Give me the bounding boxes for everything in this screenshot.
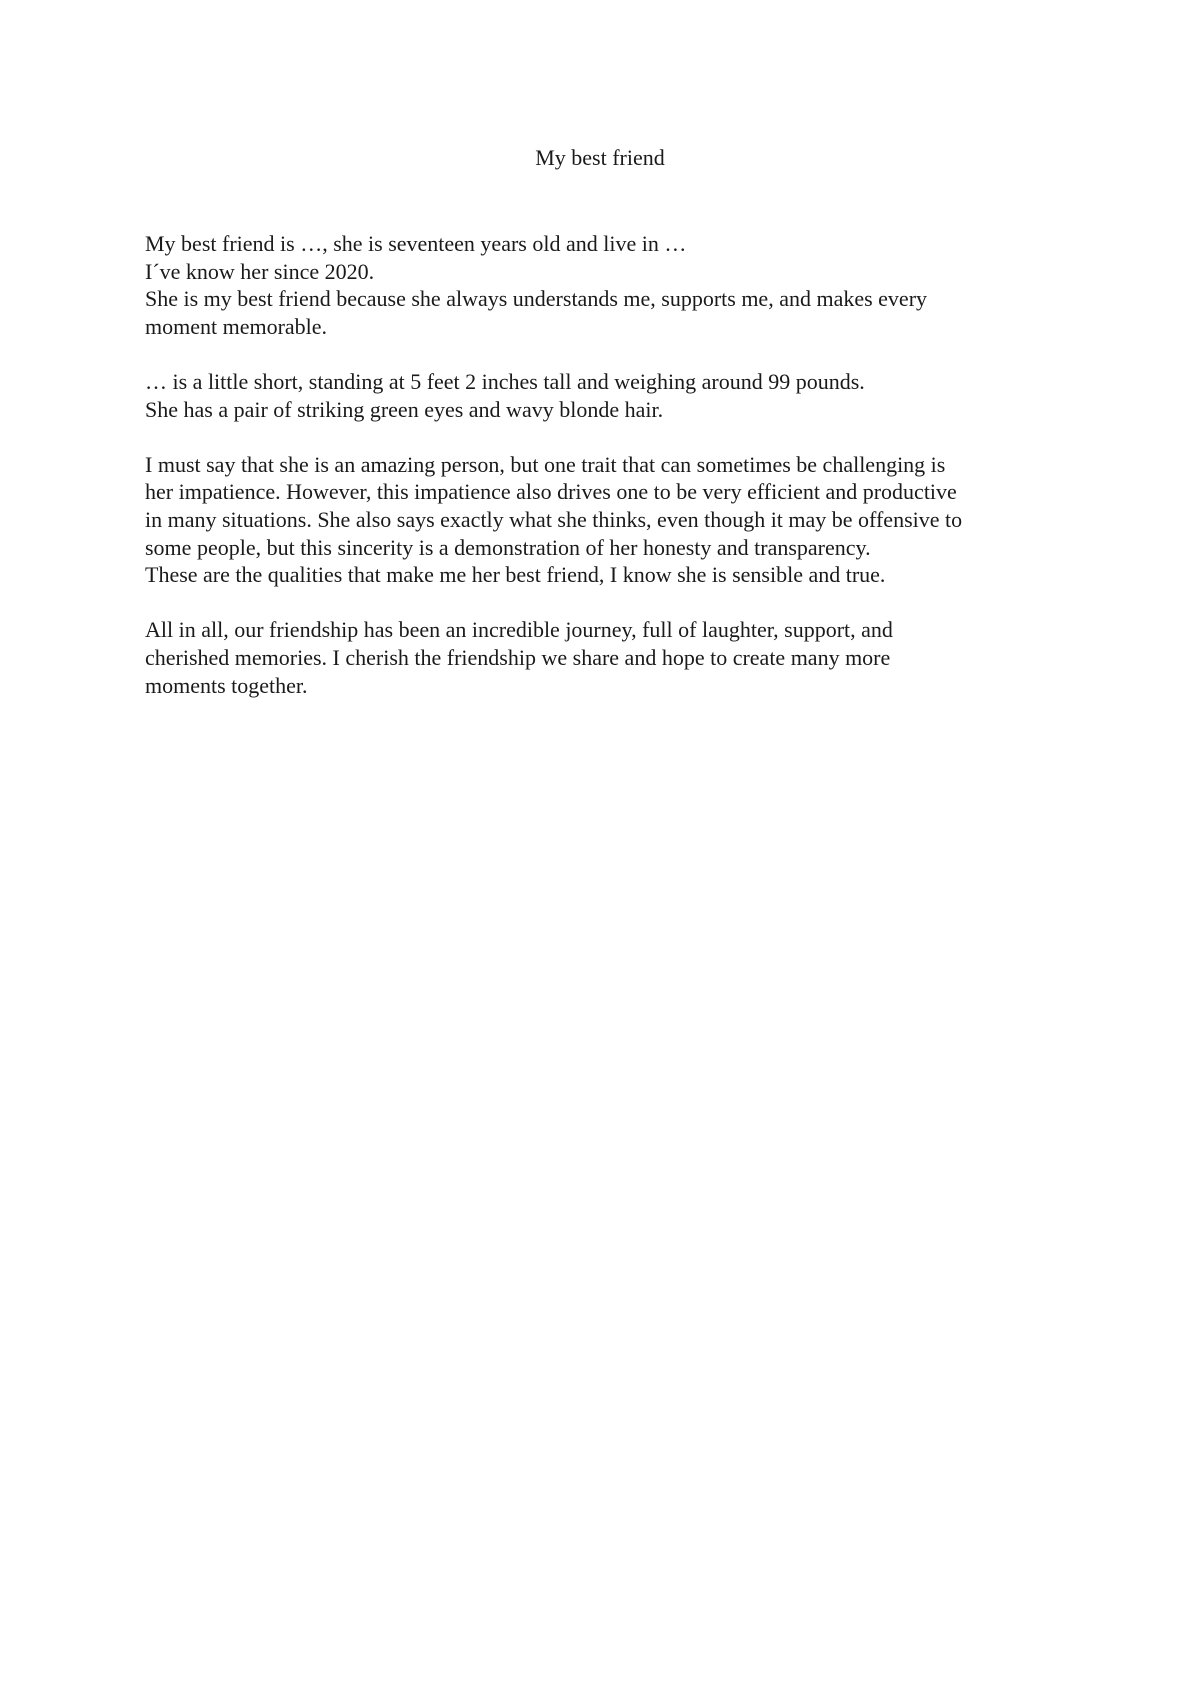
paragraph-introduction xyxy=(145,230,1075,340)
text-line: some people, but this sincerity is a demonstration of her honesty and transparency. xyxy=(145,534,871,560)
text-line: in many situations. She also says exactly what she thinks, even though it may be offensive to xyxy=(145,506,963,532)
paragraph-personality xyxy=(145,451,1075,589)
paragraph-conclusion xyxy=(145,616,1075,699)
text-line: These are the qualities that make me her best friend, I know she is sensible and true. xyxy=(145,562,886,588)
paragraph-appearance xyxy=(145,368,1075,423)
text-line: … is a little short, standing at 5 feet 2 inches tall and weighing around 99 pounds. xyxy=(145,368,865,394)
document-body xyxy=(145,230,1075,727)
text-line: She has a pair of striking green eyes and wavy blonde hair. xyxy=(145,396,664,422)
text-line: her impatience. However, this impatience also drives one to be very efficient and productive xyxy=(145,479,957,505)
text-line: I´ve know her since 2020. xyxy=(145,258,375,284)
text-line: moments together. xyxy=(145,672,308,698)
text-line: All in all, our friendship has been an incredible journey, full of laughter, support, and xyxy=(145,617,893,643)
document-title: My best friend xyxy=(535,145,665,170)
text-line: I must say that she is an amazing person, but one trait that can sometimes be challenging is xyxy=(145,451,946,477)
text-line: cherished memories. I cherish the friendship we share and hope to create many more xyxy=(145,644,891,670)
text-line: She is my best friend because she always understands me, supports me, and makes every xyxy=(145,286,928,312)
text-line: My best friend is …, she is seventeen years old and live in … xyxy=(145,231,687,256)
text-line: moment memorable. xyxy=(145,313,328,339)
